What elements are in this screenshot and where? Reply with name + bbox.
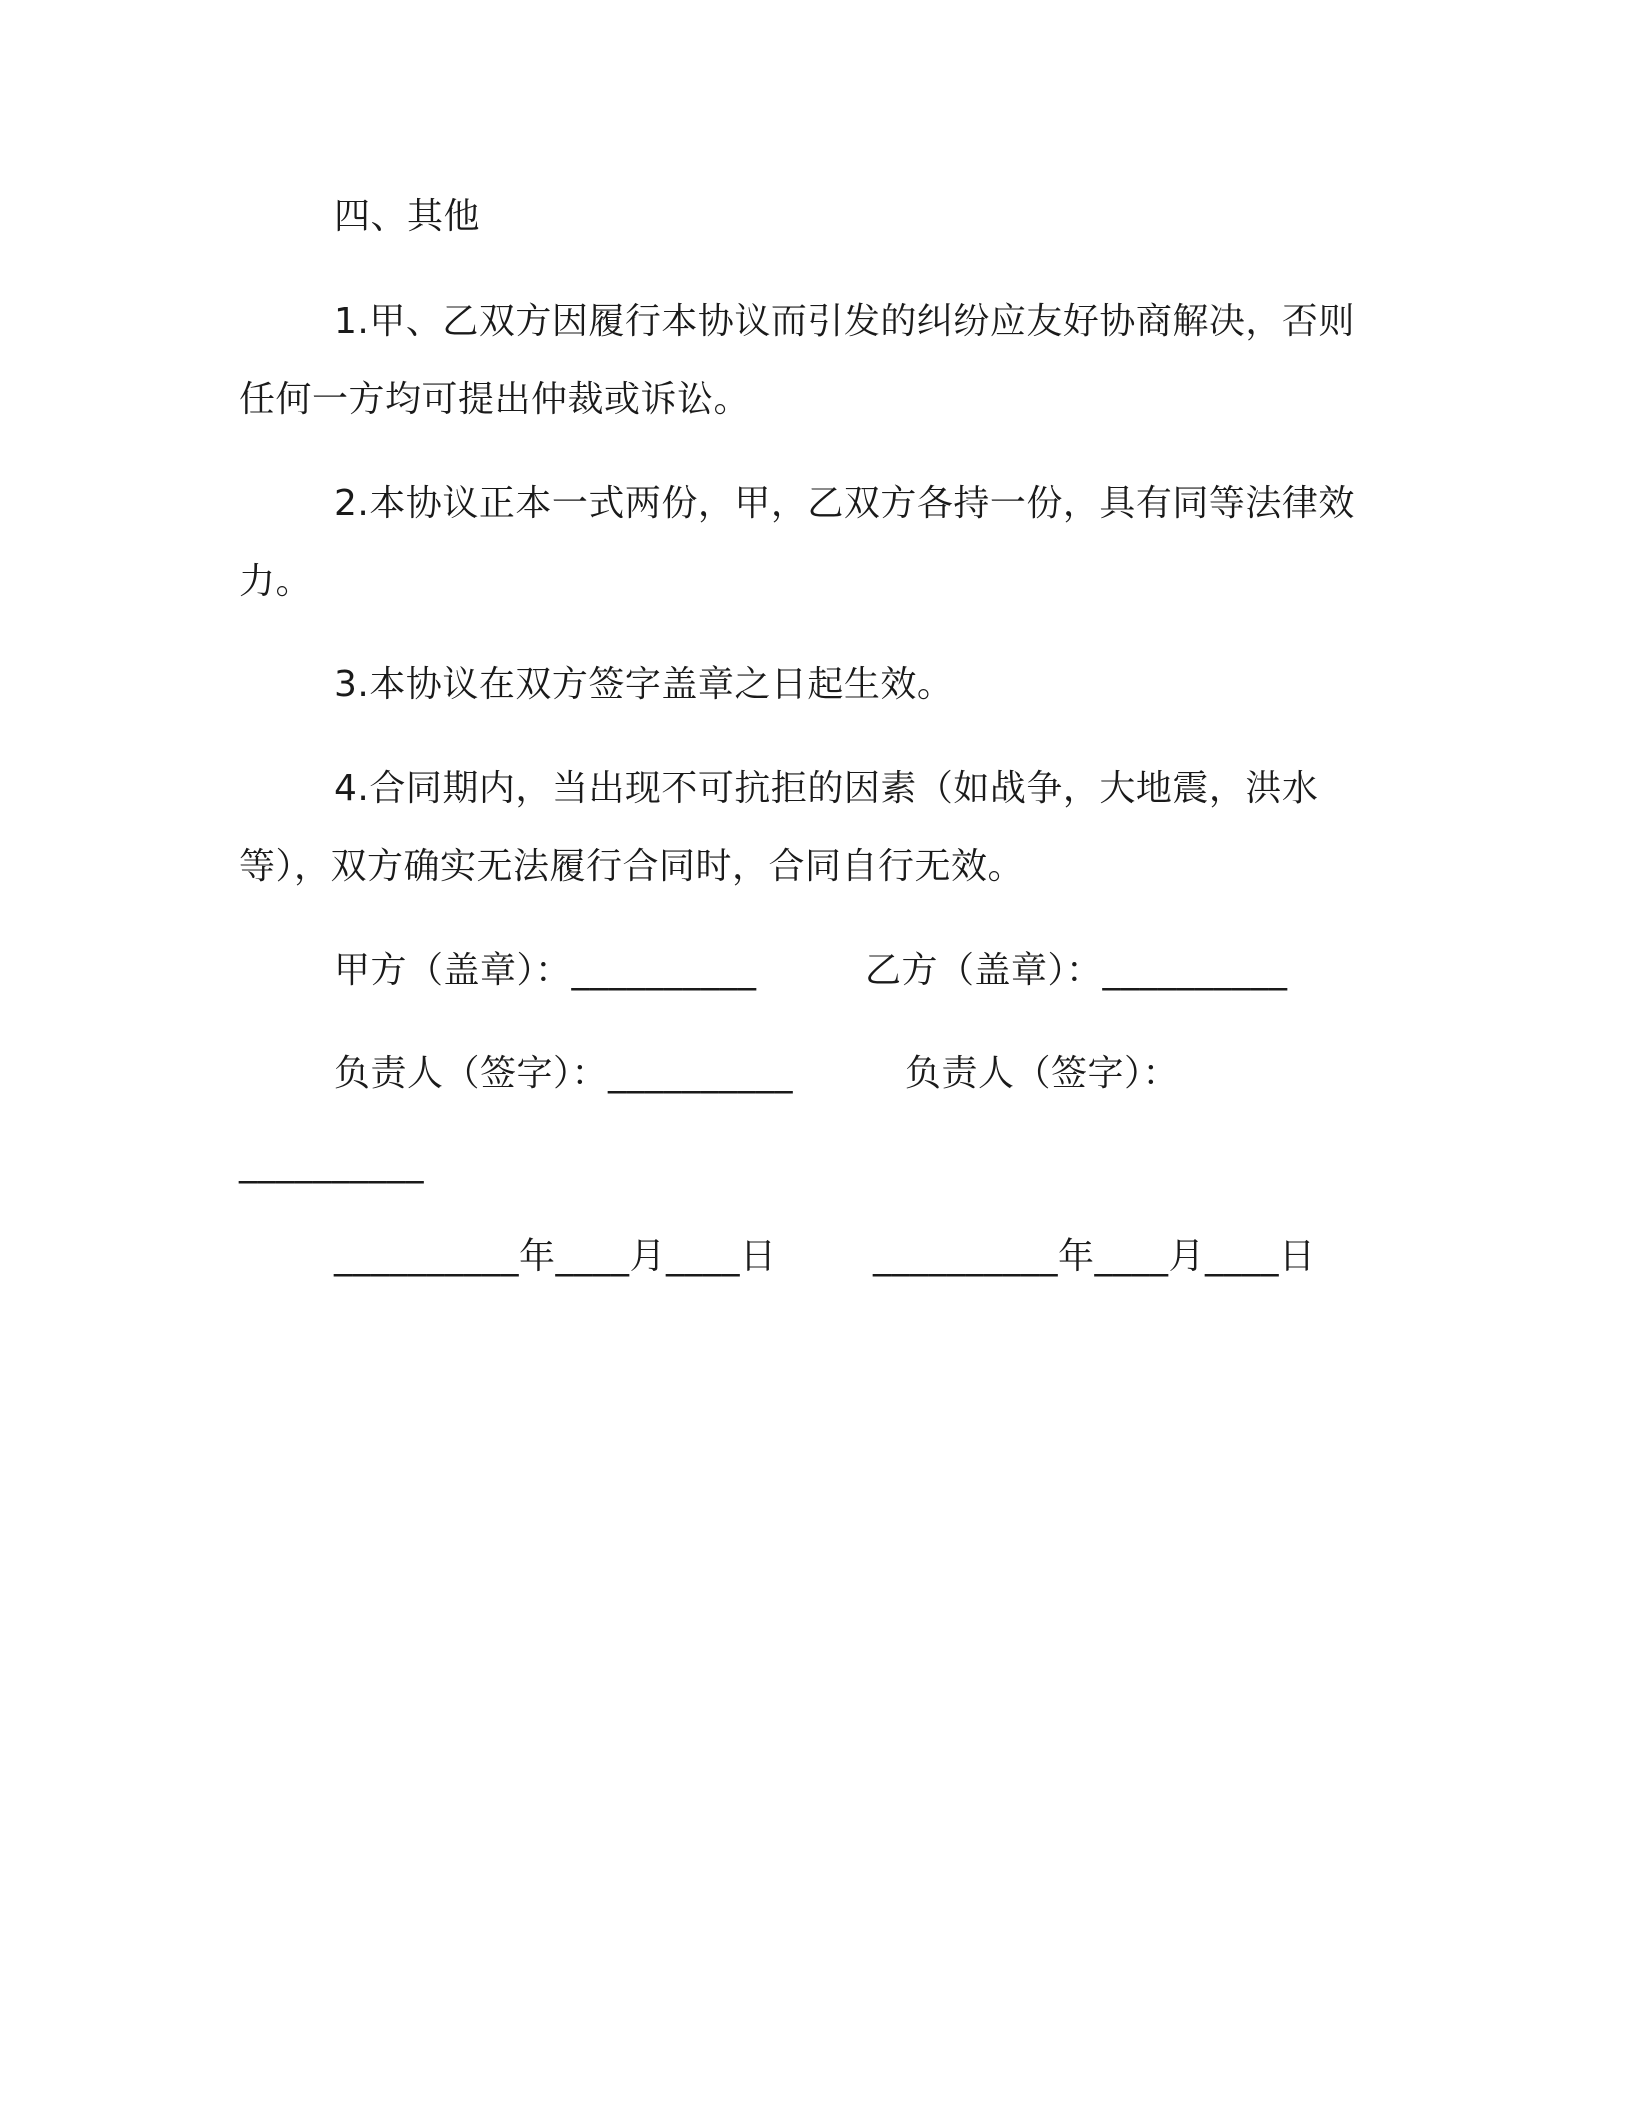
section-heading: 四、其他 xyxy=(334,196,481,237)
clause-1-line-2: 任何一方均可提出仲裁或诉讼。 xyxy=(239,379,751,420)
party-b-signer-blank: __________ xyxy=(239,1143,424,1184)
clause-4-line-1: 4.合同期内，当出现不可抗拒的因素（如战争，大地震，洪水 xyxy=(334,768,1319,809)
clause-2-line-2: 力。 xyxy=(239,561,313,602)
party-a-signer-field: 负责人（签字）：__________ xyxy=(334,1053,794,1094)
clause-4-line-2: 等），双方确实无法履行合同时，合同自行无效。 xyxy=(239,846,1025,887)
clause-3: 3.本协议在双方签字盖章之日起生效。 xyxy=(334,664,954,705)
clause-1-line-1: 1.甲、乙双方因履行本协议而引发的纠纷应友好协商解决，否则 xyxy=(334,301,1355,342)
party-a-seal-field: 甲方（盖章）：__________ xyxy=(334,950,757,991)
party-a-date-field: __________年____月____日 xyxy=(334,1236,777,1277)
party-b-seal-field: 乙方（盖章）：__________ xyxy=(865,950,1288,991)
party-b-signer-field: 负责人（签字）： xyxy=(905,1053,1180,1094)
party-b-date-field: __________年____月____日 xyxy=(873,1236,1316,1277)
clause-2-line-1: 2.本协议正本一式两份，甲，乙双方各持一份，具有同等法律效 xyxy=(334,483,1355,524)
